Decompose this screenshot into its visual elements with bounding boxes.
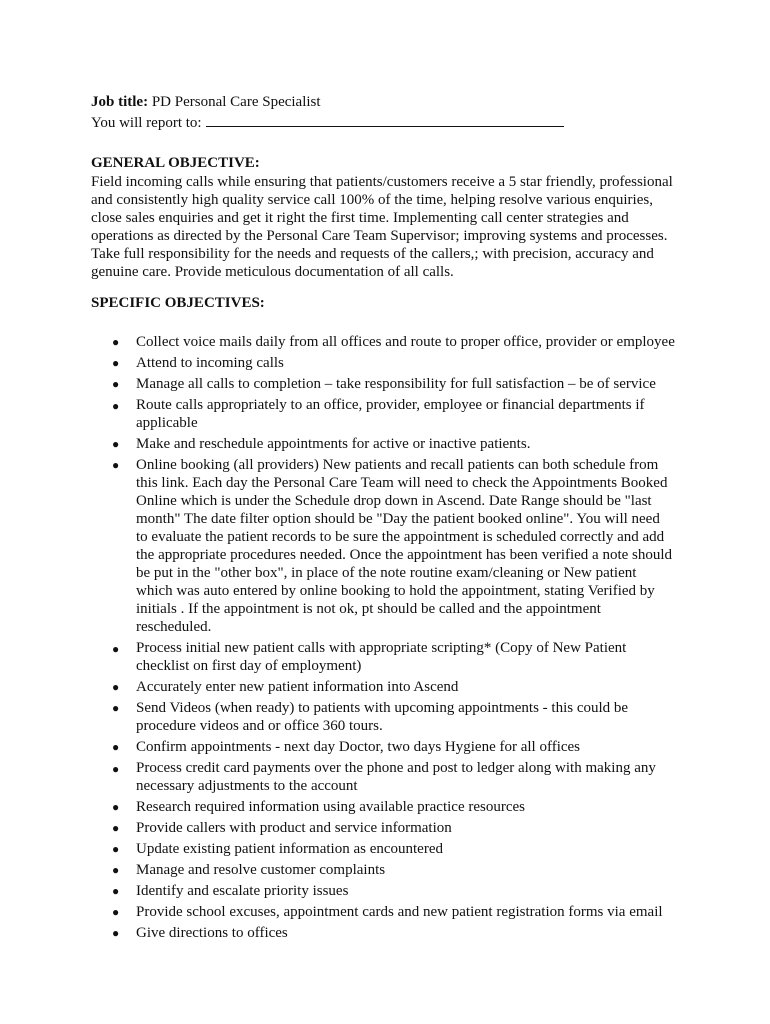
bullet-icon: ● (112, 437, 120, 451)
bullet-icon: ● (112, 356, 120, 370)
bullet-icon: ● (112, 842, 120, 856)
objective-list-item (91, 699, 696, 735)
objective-line: Research required information using available practice resources (136, 799, 525, 815)
bullet-icon: ● (112, 335, 120, 349)
paragraph-line: close sales enquiries and get it right the first time. Implementing call center strategies and (91, 210, 629, 226)
bullet-icon: ● (112, 701, 120, 715)
general-objective-paragraph (91, 173, 691, 281)
bullet-icon: ● (112, 863, 120, 877)
objective-line: initials . If the appointment is not ok, pt should be called and the appointment (136, 601, 601, 617)
bullet-icon: ● (112, 377, 120, 391)
bullet-icon: ● (112, 884, 120, 898)
bullet-icon: ● (112, 905, 120, 919)
objective-line: Send Videos (when ready) to patients with upcoming appointments - this could be (136, 700, 629, 716)
objective-line: Identify and escalate priority issues (136, 883, 349, 899)
general-objective-heading: GENERAL OBJECTIVE: (91, 155, 260, 171)
objective-line: Update existing patient information as encountered (136, 841, 443, 857)
objective-list-item (91, 456, 696, 636)
report-to-label: You will report to: (91, 115, 202, 131)
bullet-icon: ● (112, 926, 120, 940)
job-description-document (91, 93, 691, 942)
objective-list-item (91, 903, 696, 921)
objective-list-item (91, 678, 696, 696)
objective-list-item (91, 396, 696, 432)
objective-list-item (91, 798, 696, 816)
job-title-label: Job title: (91, 94, 149, 110)
report-to-blank (206, 112, 564, 127)
bullet-icon: ● (112, 642, 120, 656)
objective-line: Provide school excuses, appointment cards and new patient registration forms via email (136, 904, 663, 920)
specific-objectives-list (91, 333, 691, 942)
objective-list-item (91, 375, 696, 393)
objective-line: Manage all calls to completion – take responsibility for full satisfaction – be of service (136, 376, 656, 392)
objective-list-item (91, 882, 696, 900)
job-title-line (91, 93, 691, 111)
job-title-value: PD Personal Care Specialist (151, 94, 321, 110)
paragraph-line: Field incoming calls while ensuring that patients/customers receive a 5 star friendly, professional (91, 174, 673, 190)
objective-line: the appropriate procedures needed. Once the appointment has been verified a note should (136, 547, 673, 563)
objective-line: Provide callers with product and service information (136, 820, 452, 836)
bullet-icon: ● (112, 399, 120, 413)
objective-line: Confirm appointments - next day Doctor, two days Hygiene for all offices (136, 739, 581, 755)
objective-line: Online booking (all providers) New patients and recall patients can both schedule from (136, 457, 659, 473)
objective-line: Collect voice mails daily from all offices and route to proper office, provider or employee (136, 334, 675, 350)
objective-line: Give directions to offices (136, 925, 288, 941)
bullet-icon: ● (112, 762, 120, 776)
objective-list-item (91, 333, 696, 351)
bullet-icon: ● (112, 800, 120, 814)
objective-line: necessary adjustments to the account (136, 778, 358, 794)
objective-line: be put in the "other box", in place of the note routine exam/cleaning or New patient (136, 565, 637, 581)
objective-line: Manage and resolve customer complaints (136, 862, 386, 878)
specific-objectives-heading: SPECIFIC OBJECTIVES: (91, 295, 265, 311)
bullet-icon: ● (112, 821, 120, 835)
objective-line: Make and reschedule appointments for active or inactive patients. (136, 436, 531, 452)
objective-list-item (91, 639, 696, 675)
bullet-icon: ● (112, 680, 120, 694)
report-to-line (91, 112, 691, 132)
objective-line: Attend to incoming calls (136, 355, 284, 371)
objective-list-item (91, 924, 696, 942)
objective-line: to evaluate the patient records to be sure the appointment is scheduled correctly and add (136, 529, 665, 545)
objective-line: Online which is under the Schedule drop down in Ascend. Date Range should be "last (136, 493, 652, 509)
paragraph-line: genuine care. Provide meticulous documentation of all calls. (91, 264, 454, 280)
objective-list-item (91, 819, 696, 837)
objective-line: checklist on first day of employment) (136, 658, 362, 674)
objective-list-item (91, 354, 696, 372)
paragraph-line: and consistently high quality service call 100% of the time, helping resolve various enquiries, (91, 192, 653, 208)
objective-list-item (91, 435, 696, 453)
paragraph-line: operations as directed by the Personal Care Team Supervisor; improving systems and processes. (91, 228, 668, 244)
objective-line: procedure videos and or office 360 tours. (136, 718, 383, 734)
bullet-icon: ● (112, 740, 120, 754)
objective-list-item (91, 861, 696, 879)
objective-list-item (91, 759, 696, 795)
objective-line: applicable (136, 415, 198, 431)
objective-line: Route calls appropriately to an office, provider, employee or financial departments if (136, 397, 645, 413)
objective-list-item (91, 840, 696, 858)
objective-line: Process initial new patient calls with appropriate scripting* (Copy of New Patient (136, 640, 627, 656)
objective-line: rescheduled. (136, 619, 212, 635)
bullet-icon: ● (112, 458, 120, 472)
objective-line: Process credit card payments over the phone and post to ledger along with making any (136, 760, 656, 776)
objective-line: this link. Each day the Personal Care Team will need to check the Appointments Booked (136, 475, 668, 491)
objective-line: which was auto entered by online booking to hold the appointment, stating Verified by (136, 583, 655, 599)
objective-list-item (91, 738, 696, 756)
paragraph-line: Take full responsibility for the needs and requests of the callers,; with precision, accuracy and (91, 246, 654, 262)
objective-line: Accurately enter new patient information into Ascend (136, 679, 459, 695)
objective-line: month" The date filter option should be "Day the patient booked online". You will need (136, 511, 660, 527)
